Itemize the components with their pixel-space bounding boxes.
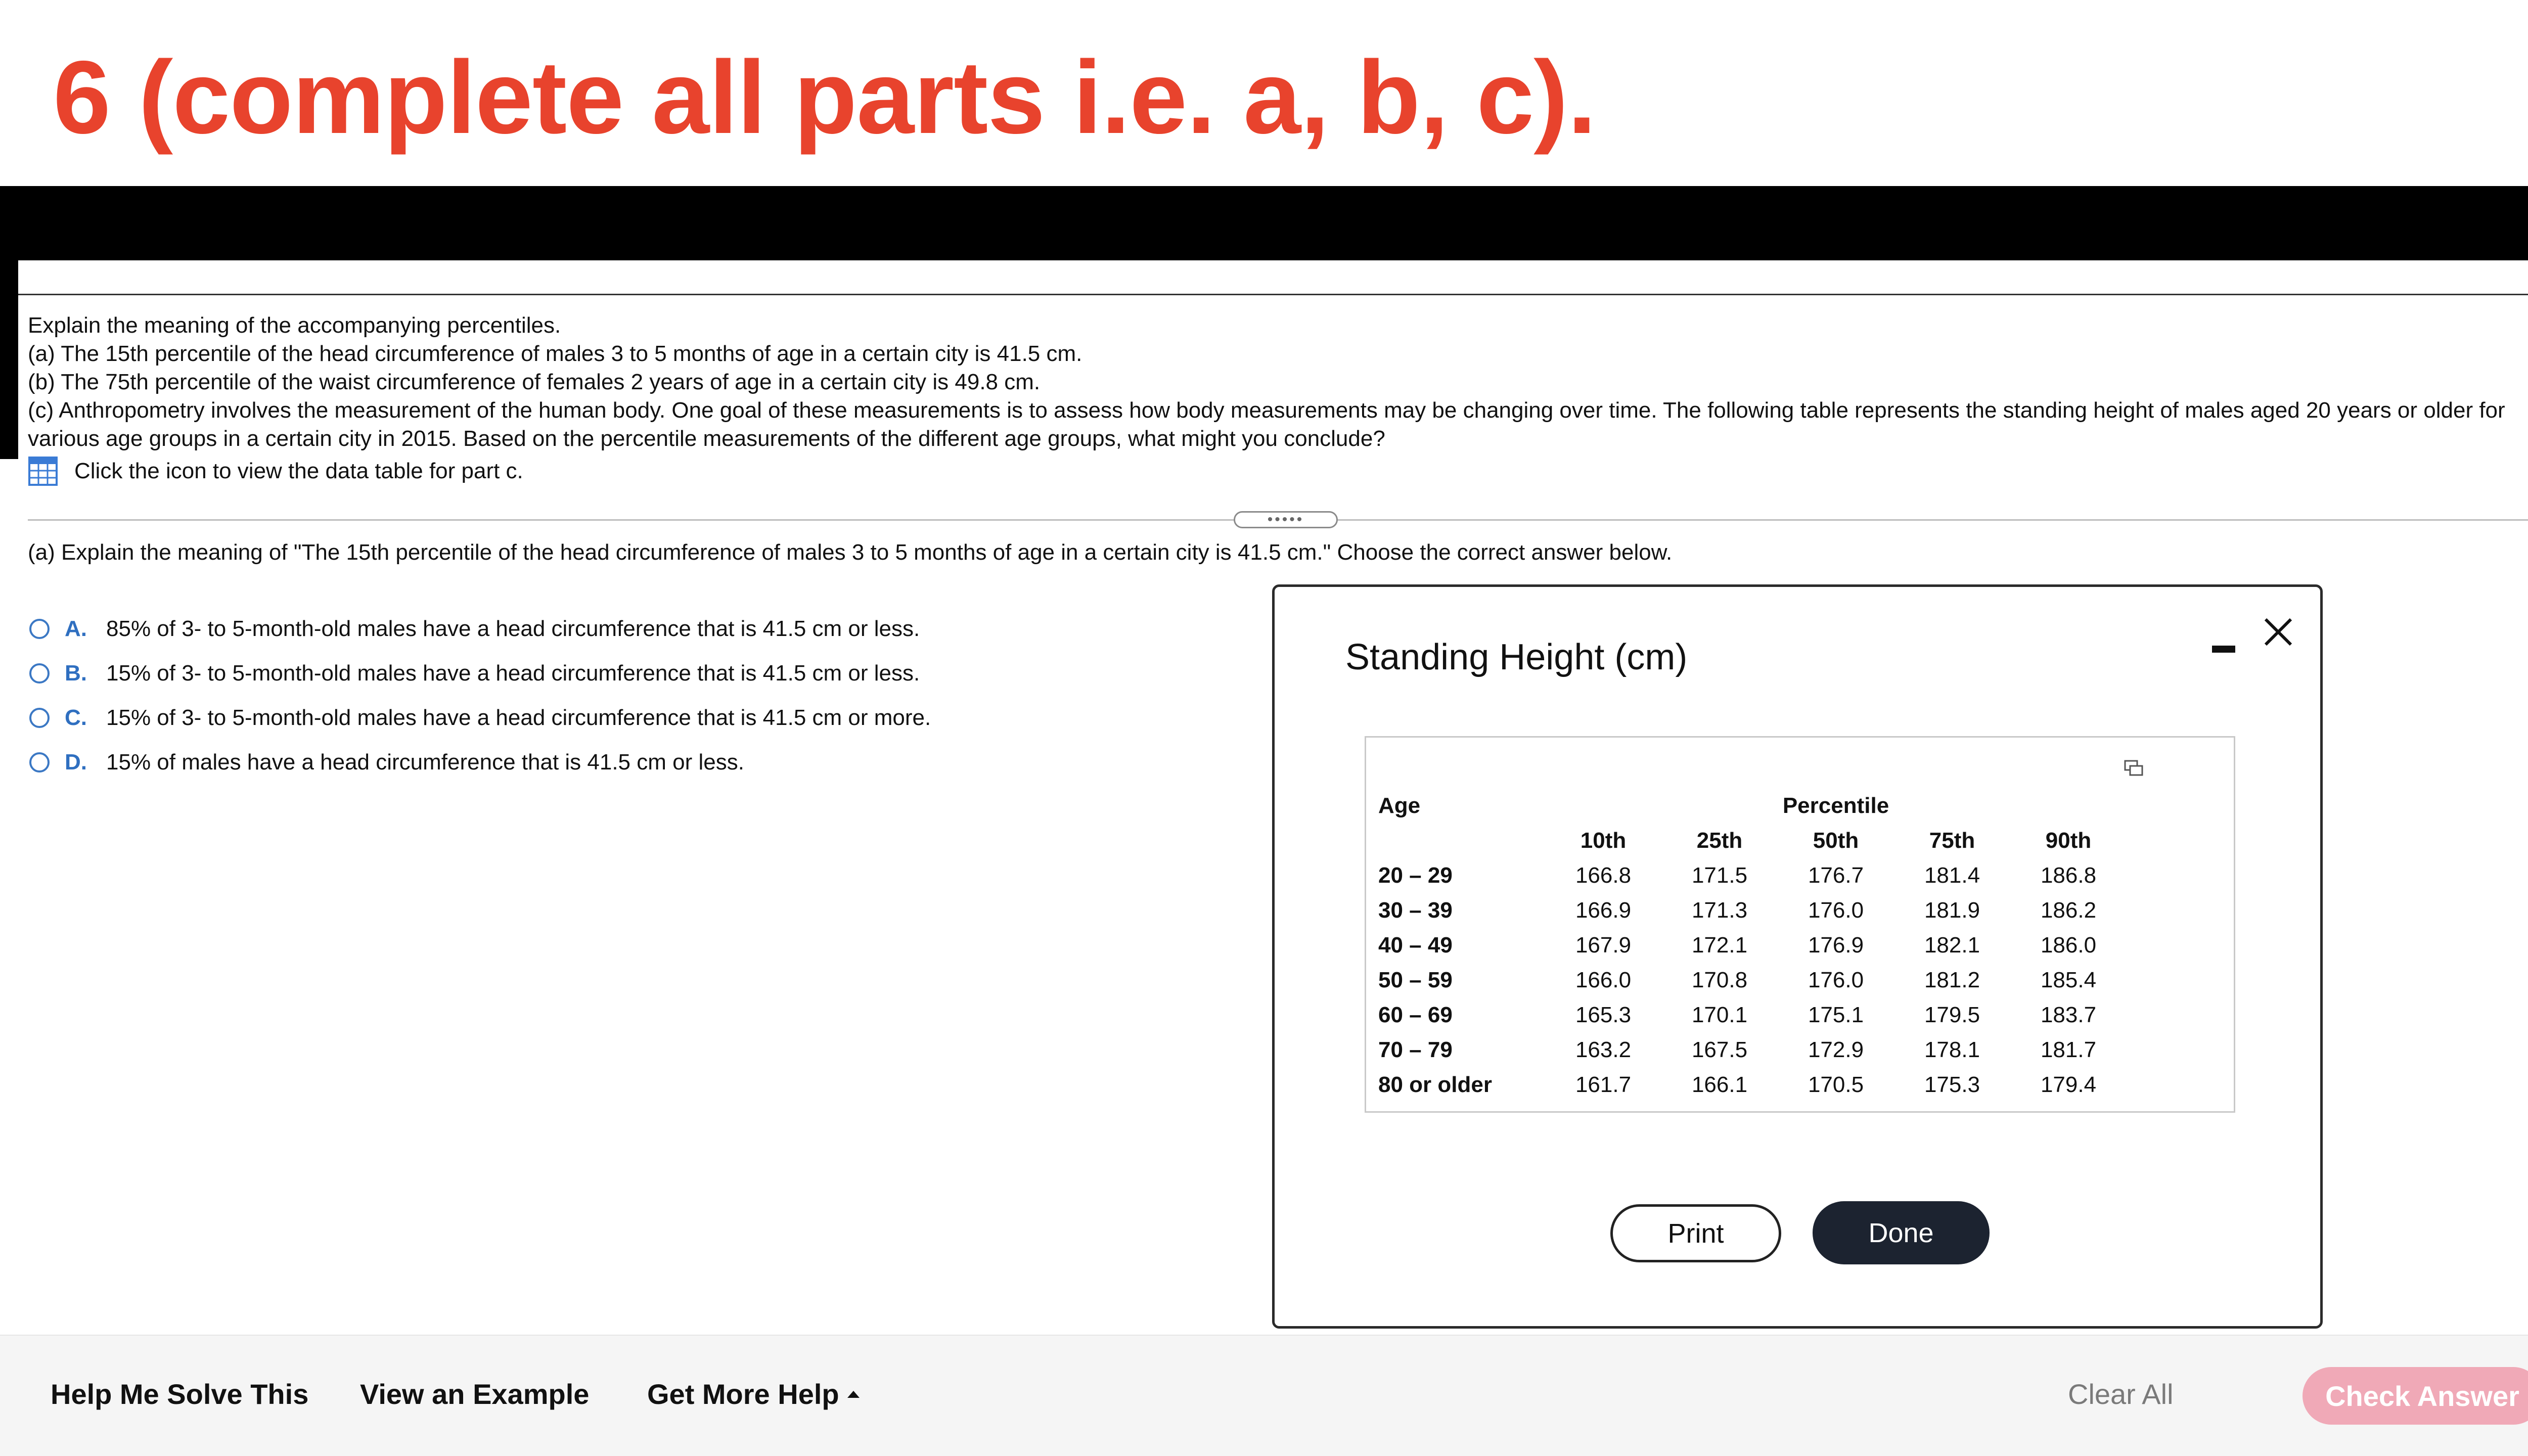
copy-icon[interactable] [2124, 758, 2144, 779]
table-row [1378, 1032, 2127, 1067]
radio-button[interactable] [29, 752, 50, 772]
table-cell: 163.2 [1575, 1037, 1632, 1062]
option-d[interactable] [29, 740, 931, 785]
table-row [1378, 997, 2127, 1032]
data-table-link-label[interactable]: Click the icon to view the data table for part c. [74, 459, 523, 483]
table-row [1378, 963, 2127, 997]
data-table-modal [1272, 584, 2323, 1329]
age-header: Age [1378, 793, 1421, 818]
option-letter: A. [65, 616, 87, 641]
done-button[interactable]: Done [1813, 1201, 1990, 1264]
option-c[interactable] [29, 696, 931, 740]
help-me-solve-button[interactable]: Help Me Solve This [51, 1378, 309, 1410]
table-row [1378, 893, 2127, 928]
age-cell: 80 or older [1378, 1072, 1492, 1097]
table-row [1378, 928, 2127, 963]
table-cell: 165.3 [1575, 1002, 1632, 1027]
percentile-header: Percentile [1782, 793, 1889, 818]
table-icon[interactable] [28, 456, 58, 486]
age-cell: 60 – 69 [1378, 1002, 1453, 1027]
table-cell: 181.4 [1924, 862, 1980, 888]
question-part-b: (b) The 75th percentile of the waist circumference of females 2 years of age in a certain city is 49.8 cm. [28, 370, 1041, 394]
table-cell: 166.0 [1575, 967, 1632, 992]
divider-handle[interactable]: ••••• [1234, 511, 1338, 528]
get-more-help-label[interactable]: Get More Help [647, 1378, 839, 1410]
option-text: 15% of males have a head circumference that is 41.5 cm or less. [106, 750, 744, 775]
question-text [28, 311, 2505, 486]
table-cell: 186.0 [2040, 932, 2097, 958]
age-cell: 40 – 49 [1378, 932, 1453, 958]
option-letter: B. [65, 661, 87, 686]
table-cell: 170.8 [1691, 967, 1748, 992]
table-cell: 181.7 [2040, 1037, 2097, 1062]
option-a[interactable] [29, 607, 931, 651]
close-icon[interactable] [2261, 614, 2296, 650]
table-cell: 161.7 [1575, 1072, 1632, 1097]
table-cell: 185.4 [2040, 967, 2097, 992]
caret-up-icon [847, 1391, 860, 1398]
data-table-link[interactable] [28, 456, 2505, 486]
age-cell: 20 – 29 [1378, 862, 1453, 888]
table-cell: 176.9 [1808, 932, 1864, 958]
table-cell: 175.3 [1924, 1072, 1980, 1097]
option-text: 15% of 3- to 5-month-old males have a head circumference that is 41.5 cm or more. [106, 705, 931, 730]
answer-options [29, 607, 931, 785]
column-header: 10th [1580, 828, 1627, 853]
clear-all-button[interactable]: Clear All [2068, 1378, 2174, 1410]
data-table-container [1365, 736, 2235, 1113]
header-bar [0, 186, 2528, 260]
age-cell: 70 – 79 [1378, 1037, 1453, 1062]
radio-button[interactable] [29, 708, 50, 728]
column-header: 90th [2045, 828, 2092, 853]
option-text: 85% of 3- to 5-month-old males have a head circumference that is 41.5 cm or less. [106, 616, 920, 641]
table-cell: 181.9 [1924, 897, 1980, 923]
column-header: 25th [1696, 828, 1743, 853]
table-cell: 186.2 [2040, 897, 2097, 923]
table-cell: 176.0 [1808, 967, 1864, 992]
footer-toolbar [0, 1335, 2528, 1456]
question-intro: Explain the meaning of the accompanying percentiles. [28, 313, 561, 338]
table-cell: 175.1 [1808, 1002, 1864, 1027]
banner-title: 6 (complete all parts i.e. a, b, c). [53, 39, 1596, 155]
table-cell: 176.7 [1808, 862, 1864, 888]
table-cell: 167.5 [1691, 1037, 1748, 1062]
print-button[interactable]: Print [1610, 1204, 1781, 1262]
table-cell: 183.7 [2040, 1002, 2097, 1027]
table-cell: 179.5 [1924, 1002, 1980, 1027]
table-cell: 186.8 [2040, 862, 2097, 888]
table-cell: 170.1 [1691, 1002, 1748, 1027]
column-header: 50th [1813, 828, 1859, 853]
table-cell: 166.9 [1575, 897, 1632, 923]
radio-button[interactable] [29, 619, 50, 639]
table-cell: 166.1 [1691, 1072, 1748, 1097]
view-example-button[interactable]: View an Example [360, 1378, 590, 1410]
table-header-row [1378, 788, 2127, 823]
height-table [1378, 788, 2127, 1102]
age-cell: 50 – 59 [1378, 967, 1453, 992]
table-row [1378, 1067, 2127, 1102]
option-letter: C. [65, 705, 87, 730]
table-cell: 178.1 [1924, 1037, 1980, 1062]
column-header: 75th [1929, 828, 1975, 853]
table-cell: 182.1 [1924, 932, 1980, 958]
radio-button[interactable] [29, 663, 50, 684]
age-cell: 30 – 39 [1378, 897, 1453, 923]
table-cell: 171.3 [1691, 897, 1748, 923]
option-text: 15% of 3- to 5-month-old males have a head circumference that is 41.5 cm or less. [106, 661, 920, 686]
question-part-a: (a) The 15th percentile of the head circumference of males 3 to 5 months of age in a certain city is 41.5 cm. [28, 341, 1082, 366]
table-header-row [1378, 823, 2127, 858]
table-cell: 181.2 [1924, 967, 1980, 992]
header-divider [18, 294, 2528, 295]
table-cell: 172.1 [1691, 932, 1748, 958]
question-part-c: (c) Anthropometry involves the measurement of the human body. One goal of these measurements is to assess how body measurements may be changing over time. The following table represents the standing height of males aged 20 years or older for various age groups in a certain city in 2015. Based on the percentile measurements of the different age groups, what might you conclude? [28, 398, 2505, 451]
table-cell: 170.5 [1808, 1072, 1864, 1097]
part-a-prompt: (a) Explain the meaning of "The 15th percentile of the head circumference of males 3 to 5 months of age in a certain city is 41.5 cm." Choose the correct answer below. [28, 540, 1673, 565]
option-letter: D. [65, 750, 87, 775]
get-more-help-button[interactable] [647, 1380, 860, 1408]
table-row [1378, 858, 2127, 893]
table-cell: 179.4 [2040, 1072, 2097, 1097]
table-cell: 176.0 [1808, 897, 1864, 923]
minimize-icon[interactable] [2210, 634, 2238, 655]
table-cell: 166.8 [1575, 862, 1632, 888]
table-cell: 172.9 [1808, 1037, 1864, 1062]
option-b[interactable] [29, 651, 931, 696]
modal-title: Standing Height (cm) [1345, 637, 1688, 677]
table-cell: 167.9 [1575, 932, 1632, 958]
table-cell: 171.5 [1691, 862, 1748, 888]
check-answer-button[interactable]: Check Answer [2303, 1367, 2528, 1425]
header-bar-side [0, 260, 18, 459]
